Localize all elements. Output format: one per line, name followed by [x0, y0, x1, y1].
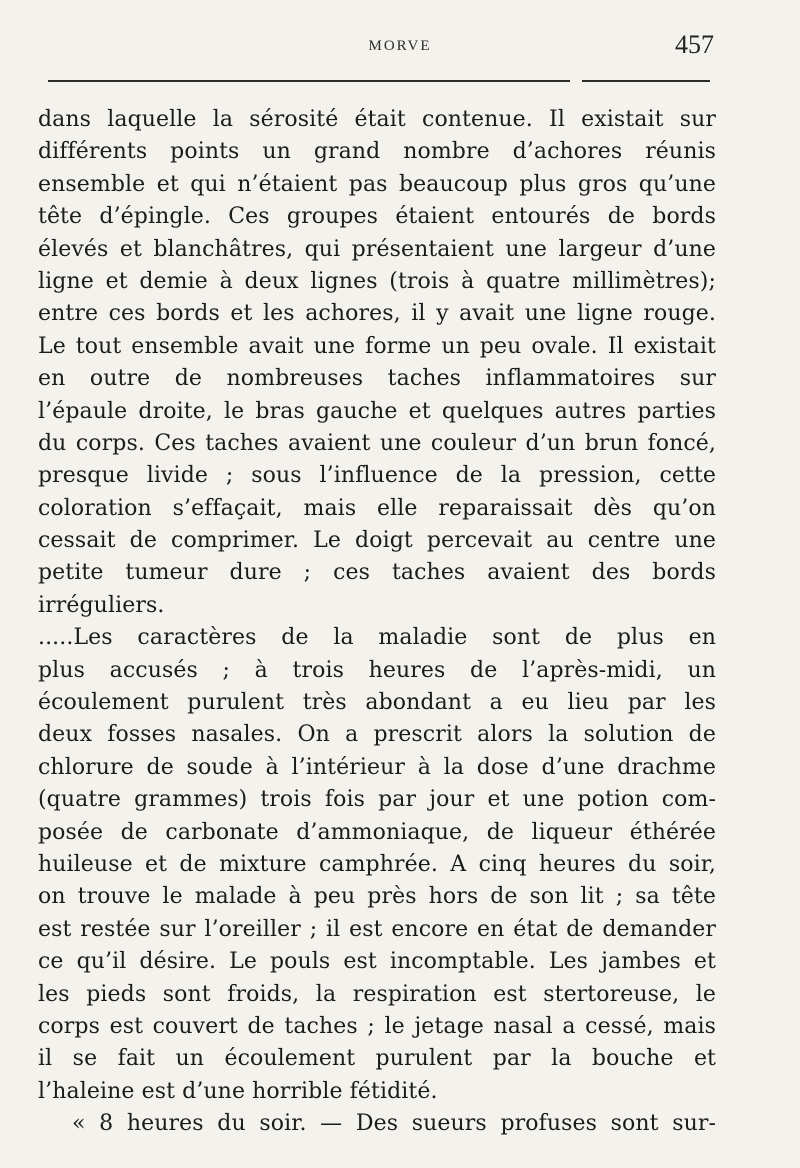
text-line: « 8 heures du soir. — Des sueurs profuses sont sur-: [72, 1111, 716, 1137]
text-line: tête d’épingle. Ces groupes étaient entourés de bords: [38, 204, 716, 230]
header-rule: [48, 80, 570, 82]
text-line: il se fait un écoulement purulent par la bouche et: [38, 1046, 716, 1072]
text-line: dans laquelle la sérosité était contenue. Il existait sur: [38, 107, 716, 132]
text-line: ensemble et qui n’étaient pas beaucoup plus gros qu’une: [38, 171, 716, 197]
text-line: presque livide ; sous l’influence de la pression, cette: [38, 463, 716, 489]
text-line: écoulement purulent très abondant a eu lieu par les: [38, 690, 716, 716]
text-line: posée de carbonate d’ammoniaque, de liqueur éthérée: [38, 819, 716, 845]
text-line: Le tout ensemble avait une forme un peu ovale. Il existait: [38, 333, 716, 359]
text-line: chlorure de soude à l’intérieur à la dose d’une drachme: [38, 754, 716, 780]
text-line: entre ces bords et les achores, il y avait une ligne rouge.: [38, 301, 716, 327]
text-line: différents points un grand nombre d’achores réunis: [38, 139, 716, 165]
text-line: (quatre grammes) trois fois par jour et une potion com-: [38, 787, 716, 813]
text-line: coloration s’effaçait, mais elle reparaissait dès qu’on: [38, 495, 716, 521]
header-rule: [582, 80, 710, 82]
text-line: élevés et blanchâtres, qui présentaient une largeur d’une: [38, 236, 716, 262]
text-line: plus accusés ; à trois heures de l’après-midi, un: [38, 657, 716, 683]
text-line: .....Les caractères de la maladie sont de plus en: [38, 625, 716, 651]
text-line: ce qu’il désire. Le pouls est incomptable. Les jambes et: [38, 949, 716, 975]
text-line: deux fosses nasales. On a prescrit alors la solution de: [38, 722, 716, 748]
text-line: les pieds sont froids, la respiration est stertoreuse, le: [38, 981, 716, 1007]
body-text: [38, 104, 716, 1141]
text-line: corps est couvert de taches ; le jetage nasal a cessé, mais: [38, 1013, 716, 1039]
text-line: ligne et demie à deux lignes (trois à quatre millimètres);: [38, 268, 716, 294]
text-line: huileuse et de mixture camphrée. A cinq heures du soir,: [38, 851, 716, 877]
text-line: irréguliers.: [38, 592, 165, 618]
text-line: du corps. Ces taches avaient une couleur d’un brun foncé,: [38, 430, 716, 456]
text-line: est restée sur l’oreiller ; il est encore en état de demander: [38, 916, 716, 942]
page-number: 457: [675, 30, 714, 59]
running-title: MORVE: [368, 38, 432, 54]
text-line: en outre de nombreuses taches inflammatoires sur: [38, 366, 716, 392]
text-line: l’haleine est d’une horrible fétidité.: [38, 1078, 438, 1104]
text-line: on trouve le malade à peu près hors de son lit ; sa tête: [38, 884, 716, 910]
text-line: petite tumeur dure ; ces taches avaient des bords: [38, 560, 716, 586]
text-line: l’épaule droite, le bras gauche et quelques autres parties: [38, 398, 716, 424]
text-line: cessait de comprimer. Le doigt percevait au centre une: [38, 528, 716, 554]
